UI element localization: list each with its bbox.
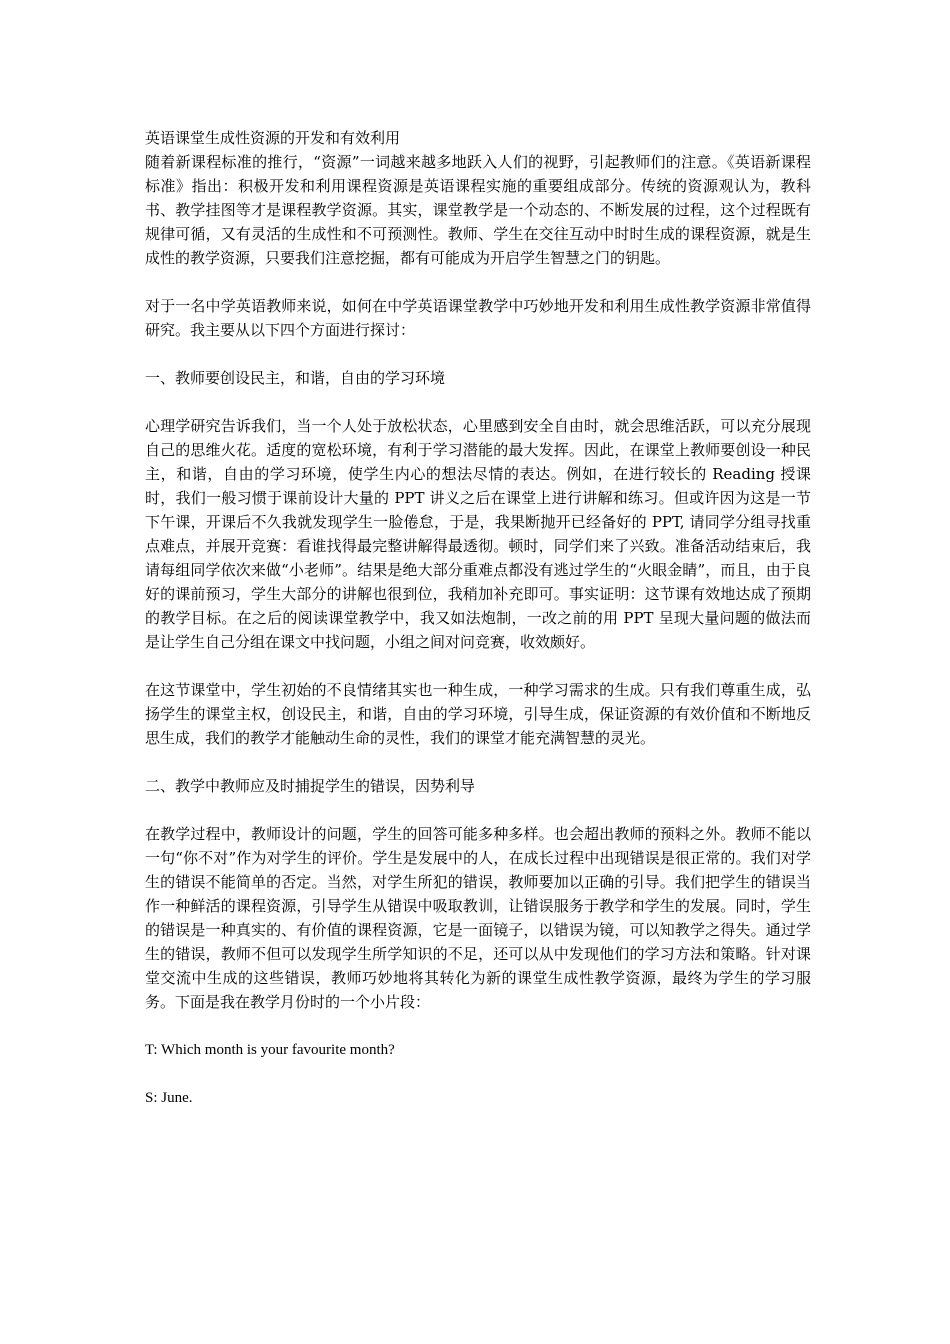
section-1-paragraph-1: 心理学研究告诉我们，当一个人处于放松状态，心里感到安全自由时，就会思维活跃，可以充分展现自己的思维火花。适度的宽松环境，有利于学习潜能的最大发挥。因此，在课堂上教师要创设一种民主，和谐，自由的学习环境，使学生内心的想法尽情的表达。例如，在进行较长的 Reading 授课时，我们一般习惯于课前设计大量的 PPT 讲义之后在课堂上进行讲解和练习。但或许因为这是一节下午课，开课后不久我就发现学生一脸倦怠，于是，我果断抛开已经备好的 PPT, 请同学分组寻找重点难点，并展开竞赛：看谁找得最完整讲解得最透彻。顿时，同学们来了兴致。准备活动结束后，我请每组同学依次来做“小老师”。结果是绝大部分重难点都没有逃过学生的“火眼金睛”，而且，由于良好的课前预习，学生大部分的讲解也很到位，我稍加补充即可。事实证明：这节课有效地达成了预期的教学目标。在之后的阅读课堂教学中，我又如法炮制，一改之前的用 PPT 呈现大量问题的做法而是让学生自己分组在课文中找问题，小组之间对问竞赛，收效颇好。 bbox=[145, 417, 811, 651]
paragraph-gap bbox=[145, 342, 811, 366]
paragraph-gap bbox=[145, 1014, 811, 1038]
section-1-paragraph-2: 在这节课堂中，学生初始的不良情绪其实也一种生成，一种学习需求的生成。只有我们尊重生成，弘扬学生的课堂主权，创设民主，和谐，自由的学习环境，引导生成，保证资源的有效价值和不断地反思生成，我们的教学才能触动生命的灵性，我们的课堂才能充满智慧的灵光。 bbox=[145, 681, 811, 747]
document-title: 英语课堂生成性资源的开发和有效利用 bbox=[145, 129, 401, 147]
document-page bbox=[145, 126, 811, 1110]
dialogue-teacher-line: T: Which month is your favourite month? bbox=[145, 1042, 395, 1058]
paragraph-gap bbox=[145, 798, 811, 822]
section-2-paragraph-1: 在教学过程中，教师设计的问题，学生的回答可能多种多样。也会超出教师的预料之外。教师不能以一句“你不对”作为对学生的评价。学生是发展中的人，在成长过程中出现错误是很正常的。我们对学生的错误不能简单的否定。当然，对学生所犯的错误，教师要加以正确的引导。我们把学生的错误当作一种鲜活的课程资源，引导学生从错误中吸取教训，让错误服务于教学和学生的发展。同时，学生的错误是一种真实的、有价值的课程资源，它是一面镜子，以错误为镜，可以知教学之得失。通过学生的错误，教师不但可以发现学生所学知识的不足，还可以从中发现他们的学习方法和策略。针对课堂交流中生成的这些错误，教师巧妙地将其转化为新的课堂生成性教学资源，最终为学生的学习服务。下面是我在教学月份时的一个小片段： bbox=[145, 825, 811, 1011]
paragraph-gap bbox=[145, 750, 811, 774]
intro-paragraph: 随着新课程标准的推行，“资源”一词越来越多地跃入人们的视野，引起教师们的注意。《英语新课程标准》指出：积极开发和利用课程资源是英语课程实施的重要组成部分。传统的资源观认为，教科书、教学挂图等才是课程教学资源。其实，课堂教学是一个动态的、不断发展的过程，这个过程既有规律可循，又有灵活的生成性和不可预测性。教师、学生在交往互动中时时生成的课程资源，就是生成性的教学资源，只要我们注意挖掘，都有可能成为开启学生智慧之门的钥匙。 bbox=[145, 153, 811, 267]
section-heading-1: 一、教师要创设民主，和谐，自由的学习环境 bbox=[145, 369, 446, 387]
paragraph-gap bbox=[145, 390, 811, 414]
paragraph-gap bbox=[145, 654, 811, 678]
overview-paragraph: 对于一名中学英语教师来说，如何在中学英语课堂教学中巧妙地开发和利用生成性教学资源非常值得研究。我主要从以下四个方面进行探讨： bbox=[145, 297, 811, 339]
paragraph-gap bbox=[145, 270, 811, 294]
paragraph-gap bbox=[145, 1062, 811, 1086]
section-heading-2: 二、教学中教师应及时捕捉学生的错误，因势利导 bbox=[145, 777, 476, 795]
dialogue-student-line: S: June. bbox=[145, 1090, 193, 1106]
